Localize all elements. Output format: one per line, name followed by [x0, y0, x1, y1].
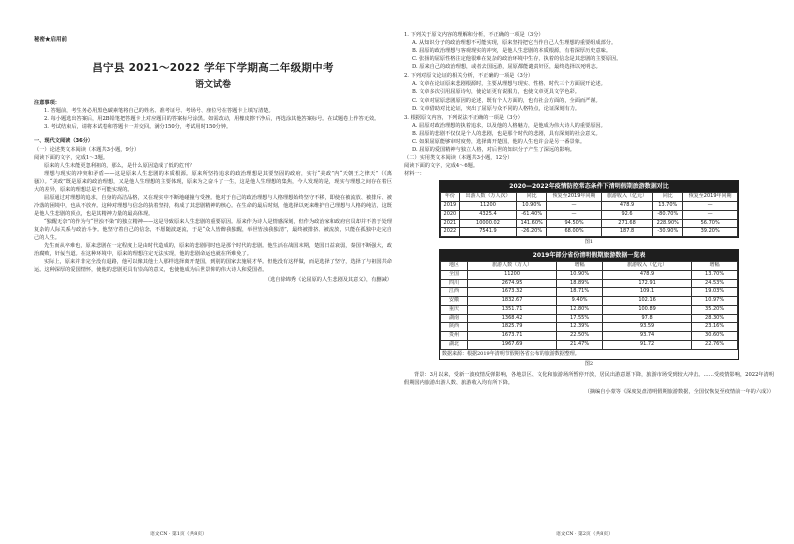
- note-item: 3. 考试结束后，请将本试卷和答题卡一并交回。满分150分，考试用时150分钟。: [44, 124, 232, 131]
- table-cell: 贵州: [441, 332, 468, 341]
- question-option: D. 原来自己的政治理想，或者去国远游，屈原都能谴责奸臣，最终选择以死明志。: [412, 64, 601, 71]
- material-label: 材料一：: [404, 171, 425, 178]
- table-cell: 102.16: [602, 297, 691, 306]
- question-option: A. 从知识分子的政治理想不可能实现，原来坚持把它当作自己人生理想的重要组成部分。: [412, 40, 617, 47]
- table-row: [441, 297, 738, 306]
- table-row: [441, 323, 738, 332]
- article-paragraph: 实际上，原来并非完全没有退路，他可以像其他士人那样选择离开楚国，到别的国家去施展才华。但他没有这样做，而是选择了坚守，选择了与祖国共命运。这种深厚的爱国情怀，使他的悲剧更具有崇高的意义，也使他成为后世景仰的伟大诗人和爱国者。: [34, 259, 392, 274]
- table-cell: 全国: [441, 270, 468, 279]
- table1: [440, 192, 738, 237]
- table-cell: 12.80%: [557, 305, 603, 314]
- table-header-cell: 增幅: [692, 262, 738, 271]
- question-stem: 2. 下列对原文论证的相关分析，不正确的一项是（3分）: [404, 73, 534, 80]
- table-cell: 4325.4: [459, 210, 516, 219]
- table-header-cell: 同比: [517, 193, 547, 202]
- figure-caption: 图1: [584, 239, 594, 246]
- table-cell: 陕西: [441, 323, 468, 332]
- table-cell: 1368.42: [467, 314, 556, 323]
- question-option: C. 张扬的屈原性格注定他很难在复杂的政治环境中生存，执着的信念是其悲剧的主要原因。: [412, 56, 622, 63]
- table-row: [441, 228, 738, 237]
- table-cell: 1673.32: [467, 288, 556, 297]
- question-stem: 1. 下列关于原文内容的理解和分析，不正确的一项是（3分）: [404, 32, 544, 38]
- question-option: B. 屈原的政治理想与客观现实的冲突，是他人生悲剧的本质根源，有着深厚历史意味。: [412, 48, 612, 55]
- note-item: 1. 答题前，考生务必用黑色碳素笔将自己的姓名、准考证号、考场号、座位号在答题卡上填写清楚。: [44, 108, 274, 115]
- table-cell: -26.20%: [517, 228, 547, 237]
- table-cell: 1673.71: [467, 332, 556, 341]
- table-cell: 10.90%: [557, 270, 603, 279]
- section2-sub: （二）实用类文本阅读（本题共3小题，12分）: [404, 154, 513, 161]
- table-header-row: [441, 262, 738, 271]
- table-cell: 18.89%: [557, 279, 603, 288]
- table-cell: 湖北: [441, 340, 468, 349]
- table-header-row: [441, 193, 738, 202]
- table-cell: 2020: [441, 210, 460, 219]
- table1-body: [441, 202, 738, 237]
- table-cell: 21.47%: [557, 340, 603, 349]
- table-row: [441, 314, 738, 323]
- table-cell: 10000.02: [459, 219, 516, 228]
- table-cell: 56.70%: [683, 219, 738, 228]
- table-cell: 湖南: [441, 314, 468, 323]
- table2: [440, 261, 738, 350]
- table2-body: [441, 270, 738, 349]
- table-cell: 2022: [441, 228, 460, 237]
- table-cell: 7541.9: [459, 228, 516, 237]
- table-header-cell: 旅游收入（亿元）: [601, 193, 652, 202]
- section2-instr: 阅读下面的文字，完成4～6题。: [404, 163, 479, 169]
- table-cell: 39.20%: [683, 228, 738, 237]
- section1-sub: （一）论述类文本阅读（本题共3小题，9分）: [34, 146, 140, 153]
- table-cell: 11200: [467, 270, 556, 279]
- table-cell: -80.70%: [653, 210, 683, 219]
- table-cell: 19.03%: [692, 288, 738, 297]
- table-cell: —: [547, 202, 602, 211]
- table-header-cell: 旅游人数（万人）: [467, 262, 556, 271]
- table-row: [441, 202, 738, 211]
- table-cell: 187.8: [601, 228, 652, 237]
- notes-heading: 注意事项：: [34, 100, 60, 107]
- table-cell: 17.55%: [557, 314, 603, 323]
- table-header-cell: 增幅: [557, 262, 603, 271]
- table-cell: 228.90%: [653, 219, 683, 228]
- table-cell: 94.50%: [547, 219, 602, 228]
- tourism-comparison-table: [439, 180, 739, 238]
- table-cell: 四川: [441, 279, 468, 288]
- table-cell: 11200: [459, 202, 516, 211]
- section1-instr: 阅读下面的文字，完成1～3题。: [34, 154, 109, 161]
- table-cell: 安徽: [441, 297, 468, 306]
- table-cell: 1825.79: [467, 323, 556, 332]
- article-paragraph: 理想与现实的冲突和矛盾——这是原来人生悲剧的本质根源。原来所坚持追求的政治理想是其要坚固的政府，实行“美政”内“天朝王之律天”（《离骚》）。“美政”既是原来的政治理想，又是他人生理想的主要体现，原来为之奋斗了一生，这是他人生理想的集焦，今人发现的是，现实与理想之间存在着巨大的差异，原来的理想总是不可能实现的。: [34, 170, 392, 193]
- table-cell: 18.71%: [557, 288, 603, 297]
- question-option: B. 屈原的悲剧不仅仅是个人的悲剧，也是那个时代的悲剧，具有深刻的社会意义。: [412, 130, 601, 137]
- table-row: [441, 279, 738, 288]
- secret-label: 秘密★启用前: [34, 37, 68, 43]
- table-cell: 10.90%: [517, 202, 547, 211]
- table-row: [441, 332, 738, 341]
- table-cell: 22.50%: [557, 332, 603, 341]
- table-row: [441, 340, 738, 349]
- table-cell: 1832.67: [467, 297, 556, 306]
- question-option: D. 文章借助对比论证，突出了屈原与众不同的人格特点，论证深刻有力。: [412, 105, 581, 112]
- table-cell: 22.76%: [692, 340, 738, 349]
- table-cell: -30.90%: [653, 228, 683, 237]
- table-cell: —: [683, 202, 738, 211]
- table-cell: 2019: [441, 202, 460, 211]
- question-3: [404, 114, 774, 154]
- table2-title: 2019年部分省份清明假期旅游数据一览表: [440, 250, 738, 261]
- table-cell: 93.74: [602, 332, 691, 341]
- table-header-cell: 同比: [653, 193, 683, 202]
- table-row: [441, 270, 738, 279]
- article-paragraph: 先生而从卒难也，原来悲剧在一定程度上是由时代造成的，原来的悲剧同时也是那个时代的悲剧。他生活在战国末期，楚国日益衰弱，秦国不断强大，政治腐败，奸佞当道。在这种环境中，原来的理想注定无法实现，他的悲剧命运也就在所难免了。: [34, 243, 392, 258]
- article-paragraph: “独醒无奈”的作为与“世浊不染”的独立精神——这是导致原来人生悲剧的重要原因。原来作为诗人是情感深刻，但作为政治家和政府官员却并不善于处理复杂的人际关系与政治斗争。他坚守着自己的信念，不愿随波逐流，于是“众人皆醉我独醒，举世皆浊我独清”，最终被排挤、被流放，只能在孤独中走完自己的人生。: [34, 219, 392, 242]
- table-cell: 13.70%: [653, 202, 683, 211]
- right-source: （摘编自小蒙等《深度复盘清明假期旅游数据，全国仅恢复至疫情前一年的六成》）: [584, 389, 774, 396]
- table-cell: 68.00%: [547, 228, 602, 237]
- question-option: A. 屈原对政治理想的执着追求，以及他的人格魅力，是他成为伟大诗人的重要原因。: [412, 122, 606, 129]
- table-cell: 91.72: [602, 340, 691, 349]
- table2-note: 数据来源：根据2019年清明节假期各省公布的旅游数据整理。: [442, 350, 580, 357]
- table-cell: 100.89: [602, 305, 691, 314]
- right-column: [404, 30, 774, 396]
- question-option: A. 文章在论证原来悲剧根源时，主要从理想与现实、性格、时代三个方面展开论述。: [412, 81, 606, 88]
- table-cell: 2021: [441, 219, 460, 228]
- table-cell: 93.59: [602, 323, 691, 332]
- table-cell: -61.40%: [517, 210, 547, 219]
- table-cell: 13.70%: [692, 270, 738, 279]
- table-cell: 重庆: [441, 305, 468, 314]
- exam-title: 昌宁县 2021～2022 学年下学期高二年级期中考: [92, 62, 334, 74]
- table-header-cell: 年份: [441, 193, 460, 202]
- exam-subtitle: 语文试卷: [194, 80, 231, 91]
- table-cell: 141.60%: [517, 219, 547, 228]
- left-column: [34, 30, 392, 284]
- table-cell: —: [683, 210, 738, 219]
- province-tourism-table: [439, 249, 739, 361]
- question-stem: 3. 根据原文内容，下列说法不正确的一项是（3分）: [404, 114, 523, 121]
- footer-left: 语文CN · 第1页（共8页）: [150, 532, 207, 537]
- table-header-cell: 出游人数（万人次）: [459, 193, 516, 202]
- table-header-cell: 恢复至2019年同期: [547, 193, 602, 202]
- table-cell: 2674.95: [467, 279, 556, 288]
- question-1: [404, 31, 774, 71]
- table-cell: 172.91: [602, 279, 691, 288]
- note-item: 2. 每小题选出答案后，用2B铅笔把答题卡上对应题目的答案标号涂黑。如需改动，用橡皮擦干净后，再选涂其他答案标号。在试题卷上作答无效。: [44, 116, 380, 123]
- table-cell: 92.6: [601, 210, 652, 219]
- question-option: B. 文章多次引用屈原诗句，使论证更有说服力，也使文章更具文学色彩。: [412, 89, 580, 96]
- table-row: [441, 219, 738, 228]
- table-cell: 35.20%: [692, 305, 738, 314]
- table-header-cell: 恢复至2019年同期: [683, 193, 738, 202]
- table-header-cell: 地区: [441, 262, 468, 271]
- table-row: [441, 210, 738, 219]
- table-row: [441, 288, 738, 297]
- table-cell: 97.8: [602, 314, 691, 323]
- question-option: C. 如果屈原能够审时度势，选择离开楚国，他的人生也许会是另一番景象。: [412, 138, 586, 145]
- figure-caption: 图2: [584, 361, 594, 368]
- table1-title: 2020—2022年疫情防控常态条件下清明假期旅游数据对比: [440, 181, 738, 192]
- table-cell: 江西: [441, 288, 468, 297]
- table-header-cell: 旅游收入（亿元）: [602, 262, 691, 271]
- table-cell: 30.60%: [692, 332, 738, 341]
- table-cell: 478.9: [602, 270, 691, 279]
- table-cell: 28.30%: [692, 314, 738, 323]
- question-option: D. 屈原的爱国精神与独立人格，对后世的知识分子产生了深远的影响。: [412, 146, 575, 153]
- table-cell: 24.53%: [692, 279, 738, 288]
- table-cell: —: [547, 210, 602, 219]
- table-cell: 9.40%: [557, 297, 603, 306]
- article-source: （选自徐锦秀《论屈原的人生悲剧及其意义》，有删减）: [264, 276, 392, 283]
- section1-heading: 一、现代文阅读（36分）: [34, 138, 94, 145]
- background-text: 背景：3月以来，受新一波疫情反弹影响，各地景区、文化和旅游场所暂停开放，居民出游意愿下降，旅游市场受到较大冲击。……受疫情影响，2022年清明假期国内旅游出游人数、旅游收入均有所下降。: [404, 372, 774, 387]
- table-cell: 10.97%: [692, 297, 738, 306]
- footer-right: 语文CN · 第2页（共8页）: [556, 532, 613, 537]
- article-question: 原来的人生未能更忽利祖的，那么，是什么原因造成了低的危刊？: [44, 162, 195, 169]
- table-row: [441, 305, 738, 314]
- table-cell: 109.1: [602, 288, 691, 297]
- table-cell: 478.9: [601, 202, 652, 211]
- article-paragraph: 屈原通过对理想的追求，自身的高洁品格，又在现实中不断地碰撞与受挫。他对于自己的政治理想与人格理想始终坚守不移，即使在被流放、被排斥、被冷落的困境中，也从不放弃。这种对理想与信念的执着坚持，构成了其悲剧精神的核心。在生命的最后时刻，他选择以死来维护自己理想与人格的纯洁，这既是他人生悲剧的顶点，也是其精神力量的最高体现。: [34, 194, 392, 218]
- table-cell: 271.68: [601, 219, 652, 228]
- question-option: C. 文章对屈原悲剧原因的论述，既有个人方面的，也有社会方面的，全面而严谨。: [412, 97, 601, 104]
- table-cell: 1351.71: [467, 305, 556, 314]
- question-2: [404, 72, 774, 112]
- table-cell: 12.39%: [557, 323, 603, 332]
- table-cell: 23.16%: [692, 323, 738, 332]
- table-cell: 1967.69: [467, 340, 556, 349]
